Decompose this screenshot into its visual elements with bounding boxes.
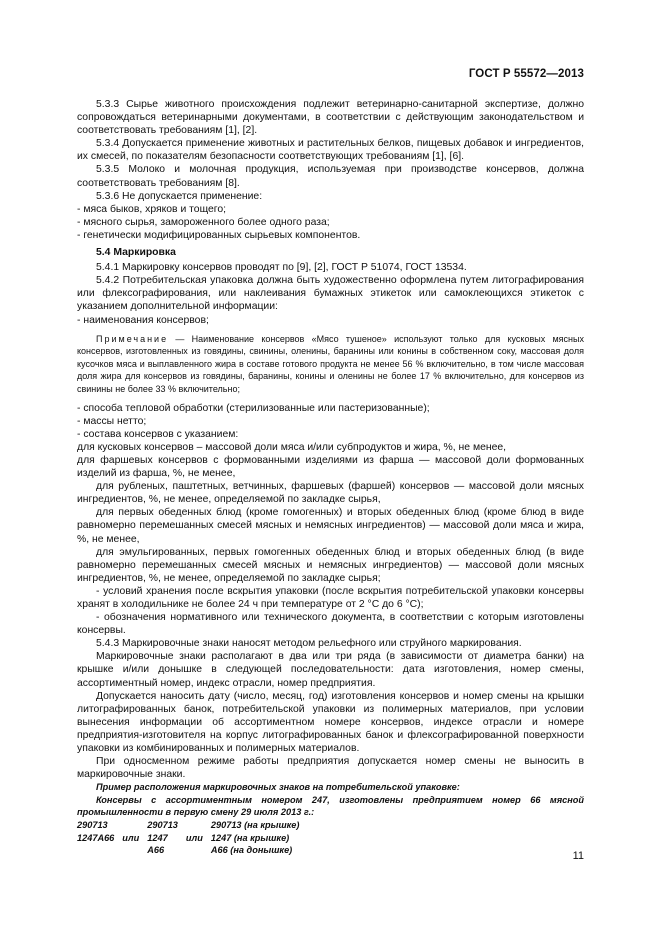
- table-cell: 1247 (на крышке): [210, 832, 290, 843]
- paragraph-5-3-5: 5.3.5 Молоко и молочная продукция, используемая при производстве консервов, должна соответствовать требованиям [8].: [77, 164, 584, 189]
- note: [77, 333, 584, 396]
- paragraph: Допускается наносить дату (число, месяц, год) изготовления консервов и номер смены на крышки литографированных банок, потребительской упаковки из полимерных материалов, при условии вынесения информации об ассортиментном номере консервов, индексе отрасли и номере предприятия-изготовителя на корпус литографированных банок и флексографированной поверхности упаковки из комбинированных и полимерных материалов.: [77, 690, 584, 754]
- list-item: - наименования консервов;: [77, 314, 209, 326]
- composition-item: для рубленых, паштетных, ветчинных, фаршевых (фаршей) консервов — массовой доли мясных ингредиентов, %, не менее, определяемой по закладке сырья,: [77, 481, 584, 506]
- paragraph-5-4-1: 5.4.1 Маркировку консервов проводят по [9], [2], ГОСТ Р 51074, ГОСТ 13534.: [96, 262, 467, 274]
- table-cell: 1247: [147, 832, 168, 843]
- list-item: - массы нетто;: [77, 415, 147, 427]
- list-item: - способа тепловой обработки (стерилизованные или пастеризованные);: [77, 402, 430, 414]
- table-cell: 290713: [77, 820, 108, 831]
- note-text: — Наименование консервов «Мясо тушеное» используют только для кусковых мясных консервов, изготовленных из говядины, свинины, оленины, баранины или конины в собственном соку, массовая доля кусочков мяса и выплавленного жира в составе готового продукта не менее 56 % включительно, в том числе массовая доля жира для консервов из говядины, баранины, конины и оленины не более 17 % включительно, для консервов из свинины не более 33 % включительно;: [77, 333, 584, 394]
- list-item: - обозначения нормативного или технического документа, в соответствии с которым изготовлены консервы.: [77, 612, 584, 637]
- table-cell: [122, 844, 147, 857]
- list-item: - состава консервов с указанием:: [77, 428, 239, 440]
- table-row: [77, 832, 307, 845]
- example-body: Консервы с ассортиментным номером 247, изготовлены предприятием номер 66 мясной промышленности в первую смену 29 июля 2013 г.:: [77, 794, 584, 818]
- table-cell: [186, 819, 211, 832]
- composition-item: для кусковых консервов – массовой доли мяса и/или субпродуктов и жира, %, не менее,: [77, 441, 507, 453]
- marking-example-table: [77, 819, 307, 857]
- list-item: - генетически модифицированных сырьевых компонентов.: [77, 229, 361, 241]
- paragraph: При односменном режиме работы предприятия допускается номер смены не выносить в маркировочные знаки.: [77, 756, 584, 781]
- table-row: [77, 844, 307, 857]
- list-item: - мяса быков, хряков и тощего;: [77, 203, 227, 215]
- table-cell: [186, 844, 211, 857]
- table-cell: или: [122, 832, 140, 843]
- table-cell: или: [185, 832, 203, 843]
- example-title: Пример расположения маркировочных знаков на потребительской упаковке:: [96, 782, 460, 793]
- table-cell: А66 (на донышке): [210, 845, 293, 856]
- table-cell: [77, 844, 122, 857]
- paragraph-5-3-4: 5.3.4 Допускается применение животных и растительных белков, пищевых добавок и ингредиентов, их смесей, по показателям безопасности соответствующих требованиям [1], [6].: [77, 138, 584, 163]
- table-cell: 1247А66: [77, 832, 115, 843]
- table-cell: 290713 (на крышке): [210, 820, 300, 831]
- document-header: ГОСТ Р 55572—2013: [468, 68, 584, 80]
- composition-item: для фаршевых консервов с формованными изделиями из фарша — массовой доли формованных изделий из фарша, %, не менее,: [77, 454, 584, 480]
- paragraph: Маркировочные знаки располагают в два или три ряда (в зависимости от диаметра банки) на крышке и/или донышке в следующей последовательности: дата изготовления, номер смены, ассортиментный номер, индекс отрасли, номер предприятия.: [77, 651, 584, 689]
- table-cell: 290713: [147, 820, 178, 831]
- section-heading-5-4: 5.4 Маркировка: [96, 247, 176, 259]
- paragraph-5-3-6: 5.3.6 Не допускается применение:: [96, 190, 263, 202]
- paragraph-5-3-3: 5.3.3 Сырье животного происхождения подлежит ветеринарно-санитарной экспертизе, должно сопровождаться ветеринарными документами, в соответствии с действующим законодательством и соответствовать требованиям [1], [2].: [77, 99, 584, 137]
- composition-item: для первых обеденных блюд (кроме гомогенных) и вторых обеденных блюд (кроме блюд в виде равномерно перемешанных смесей мясных и немясных ингредиентов) — массовой доли мяса и жира, %, не менее,: [77, 507, 584, 545]
- note-label: Примечание: [96, 333, 169, 344]
- table-cell: [122, 819, 147, 832]
- list-item: - условий хранения после вскрытия упаковки (после вскрытия потребительской упаковки консервы хранят в холодильнике не более 24 ч при температуре от 2 °С до 6 °С);: [77, 585, 584, 610]
- paragraph-5-4-2: 5.4.2 Потребительская упаковка должна быть художественно оформлена путем литографирования или флексографирования, или наклеивания бумажных этикеток или самоклеющихся этикеток с указанием дополнительной информации:: [77, 275, 584, 313]
- table-cell: А66: [147, 845, 165, 856]
- composition-item: для эмульгированных, первых гомогенных обеденных блюд и вторых обеденных блюд (в виде равномерно перемешанных смесей мясных и немясных ингредиентов) — массовой доли мясных ингредиентов, %, не менее, определяемой по закладке сырья;: [77, 546, 584, 584]
- document-body: [77, 98, 584, 857]
- page-number: 11: [572, 850, 584, 862]
- list-item: - мясного сырья, замороженного более одного раза;: [77, 216, 330, 228]
- paragraph-5-4-3: 5.4.3 Маркировочные знаки наносят методом рельефного или струйного маркирования.: [96, 638, 522, 650]
- table-row: [77, 819, 307, 832]
